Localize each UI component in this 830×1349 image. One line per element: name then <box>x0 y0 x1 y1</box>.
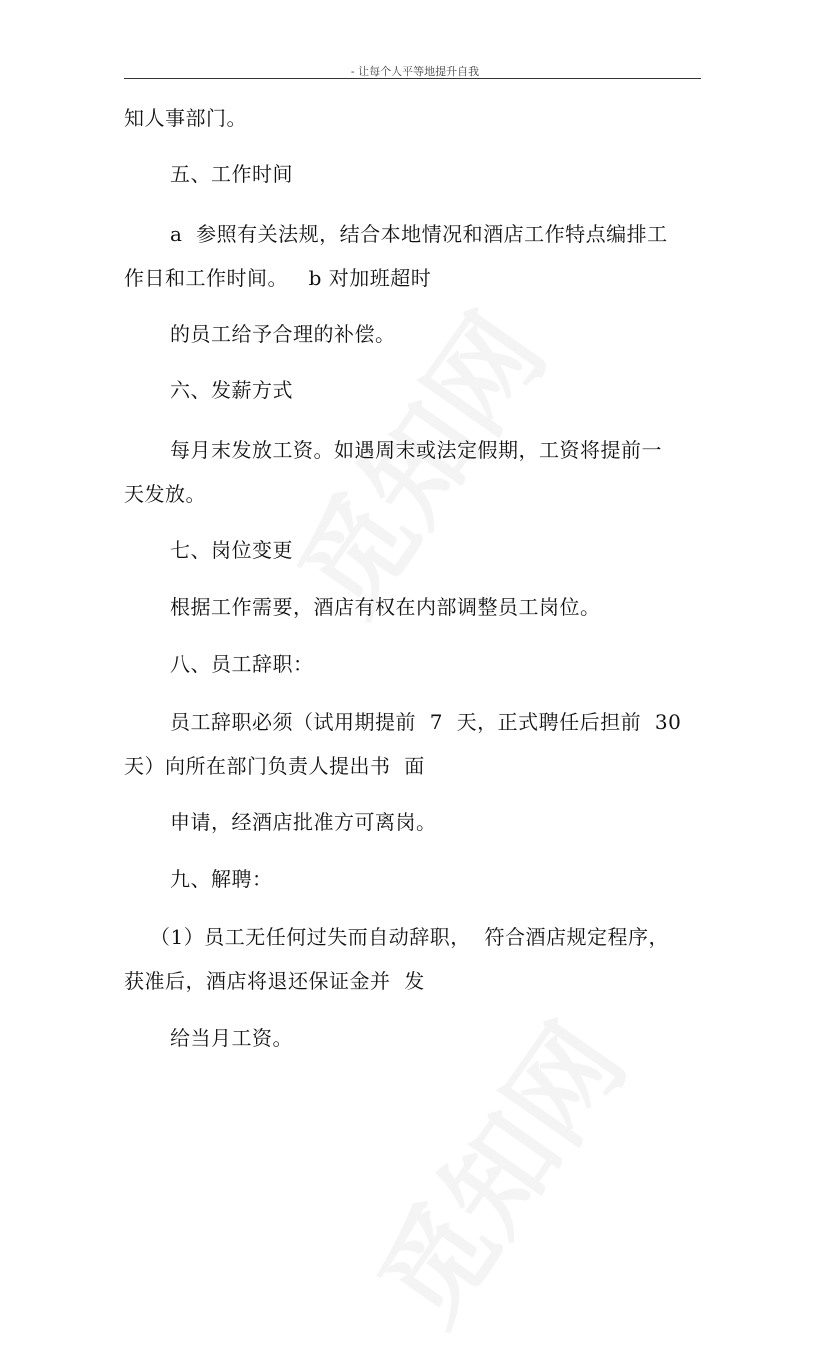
text-line: 申请，经酒店批准方可离岗。 <box>170 810 437 834</box>
section-heading: 五、工作时间 <box>170 162 293 186</box>
text-line: 给当月工资。 <box>170 1026 293 1050</box>
text-line: 天发放。 <box>124 482 206 506</box>
text-line: 每月末发放工资。如遇周末或法定假期，工资将提前一 <box>170 438 662 462</box>
section-heading: 七、岗位变更 <box>170 538 293 562</box>
section-heading: 九、解聘： <box>170 867 273 891</box>
text-line: a 参照有关法规，结合本地情况和酒店工作特点编排工 <box>170 222 668 246</box>
text-line: （1）员工无任何过失而自动辞职， 符合酒店规定程序， <box>150 925 669 949</box>
page-header: - 让每个人平等地提升自我 <box>350 65 480 78</box>
text-line: 根据工作需要，酒店有权在内部调整员工岗位。 <box>170 595 601 619</box>
text-line: 作日和工作时间。 b 对加班超时 <box>124 266 432 290</box>
section-heading: 六、发薪方式 <box>170 378 293 402</box>
text-line: 天）向所在部门负责人提出书 面 <box>124 754 425 778</box>
header-rule <box>124 78 701 79</box>
text-line: 知人事部门。 <box>124 106 247 130</box>
text-line: 员工辞职必须（试用期提前 7 天，正式聘任后担前 30 <box>170 710 682 734</box>
watermark-bottom <box>336 989 655 1349</box>
text-line: 获准后，酒店将退还保证金并 发 <box>124 969 425 993</box>
section-heading: 八、员工辞职： <box>170 652 314 676</box>
text-line: 的员工给予合理的补偿。 <box>170 322 396 346</box>
